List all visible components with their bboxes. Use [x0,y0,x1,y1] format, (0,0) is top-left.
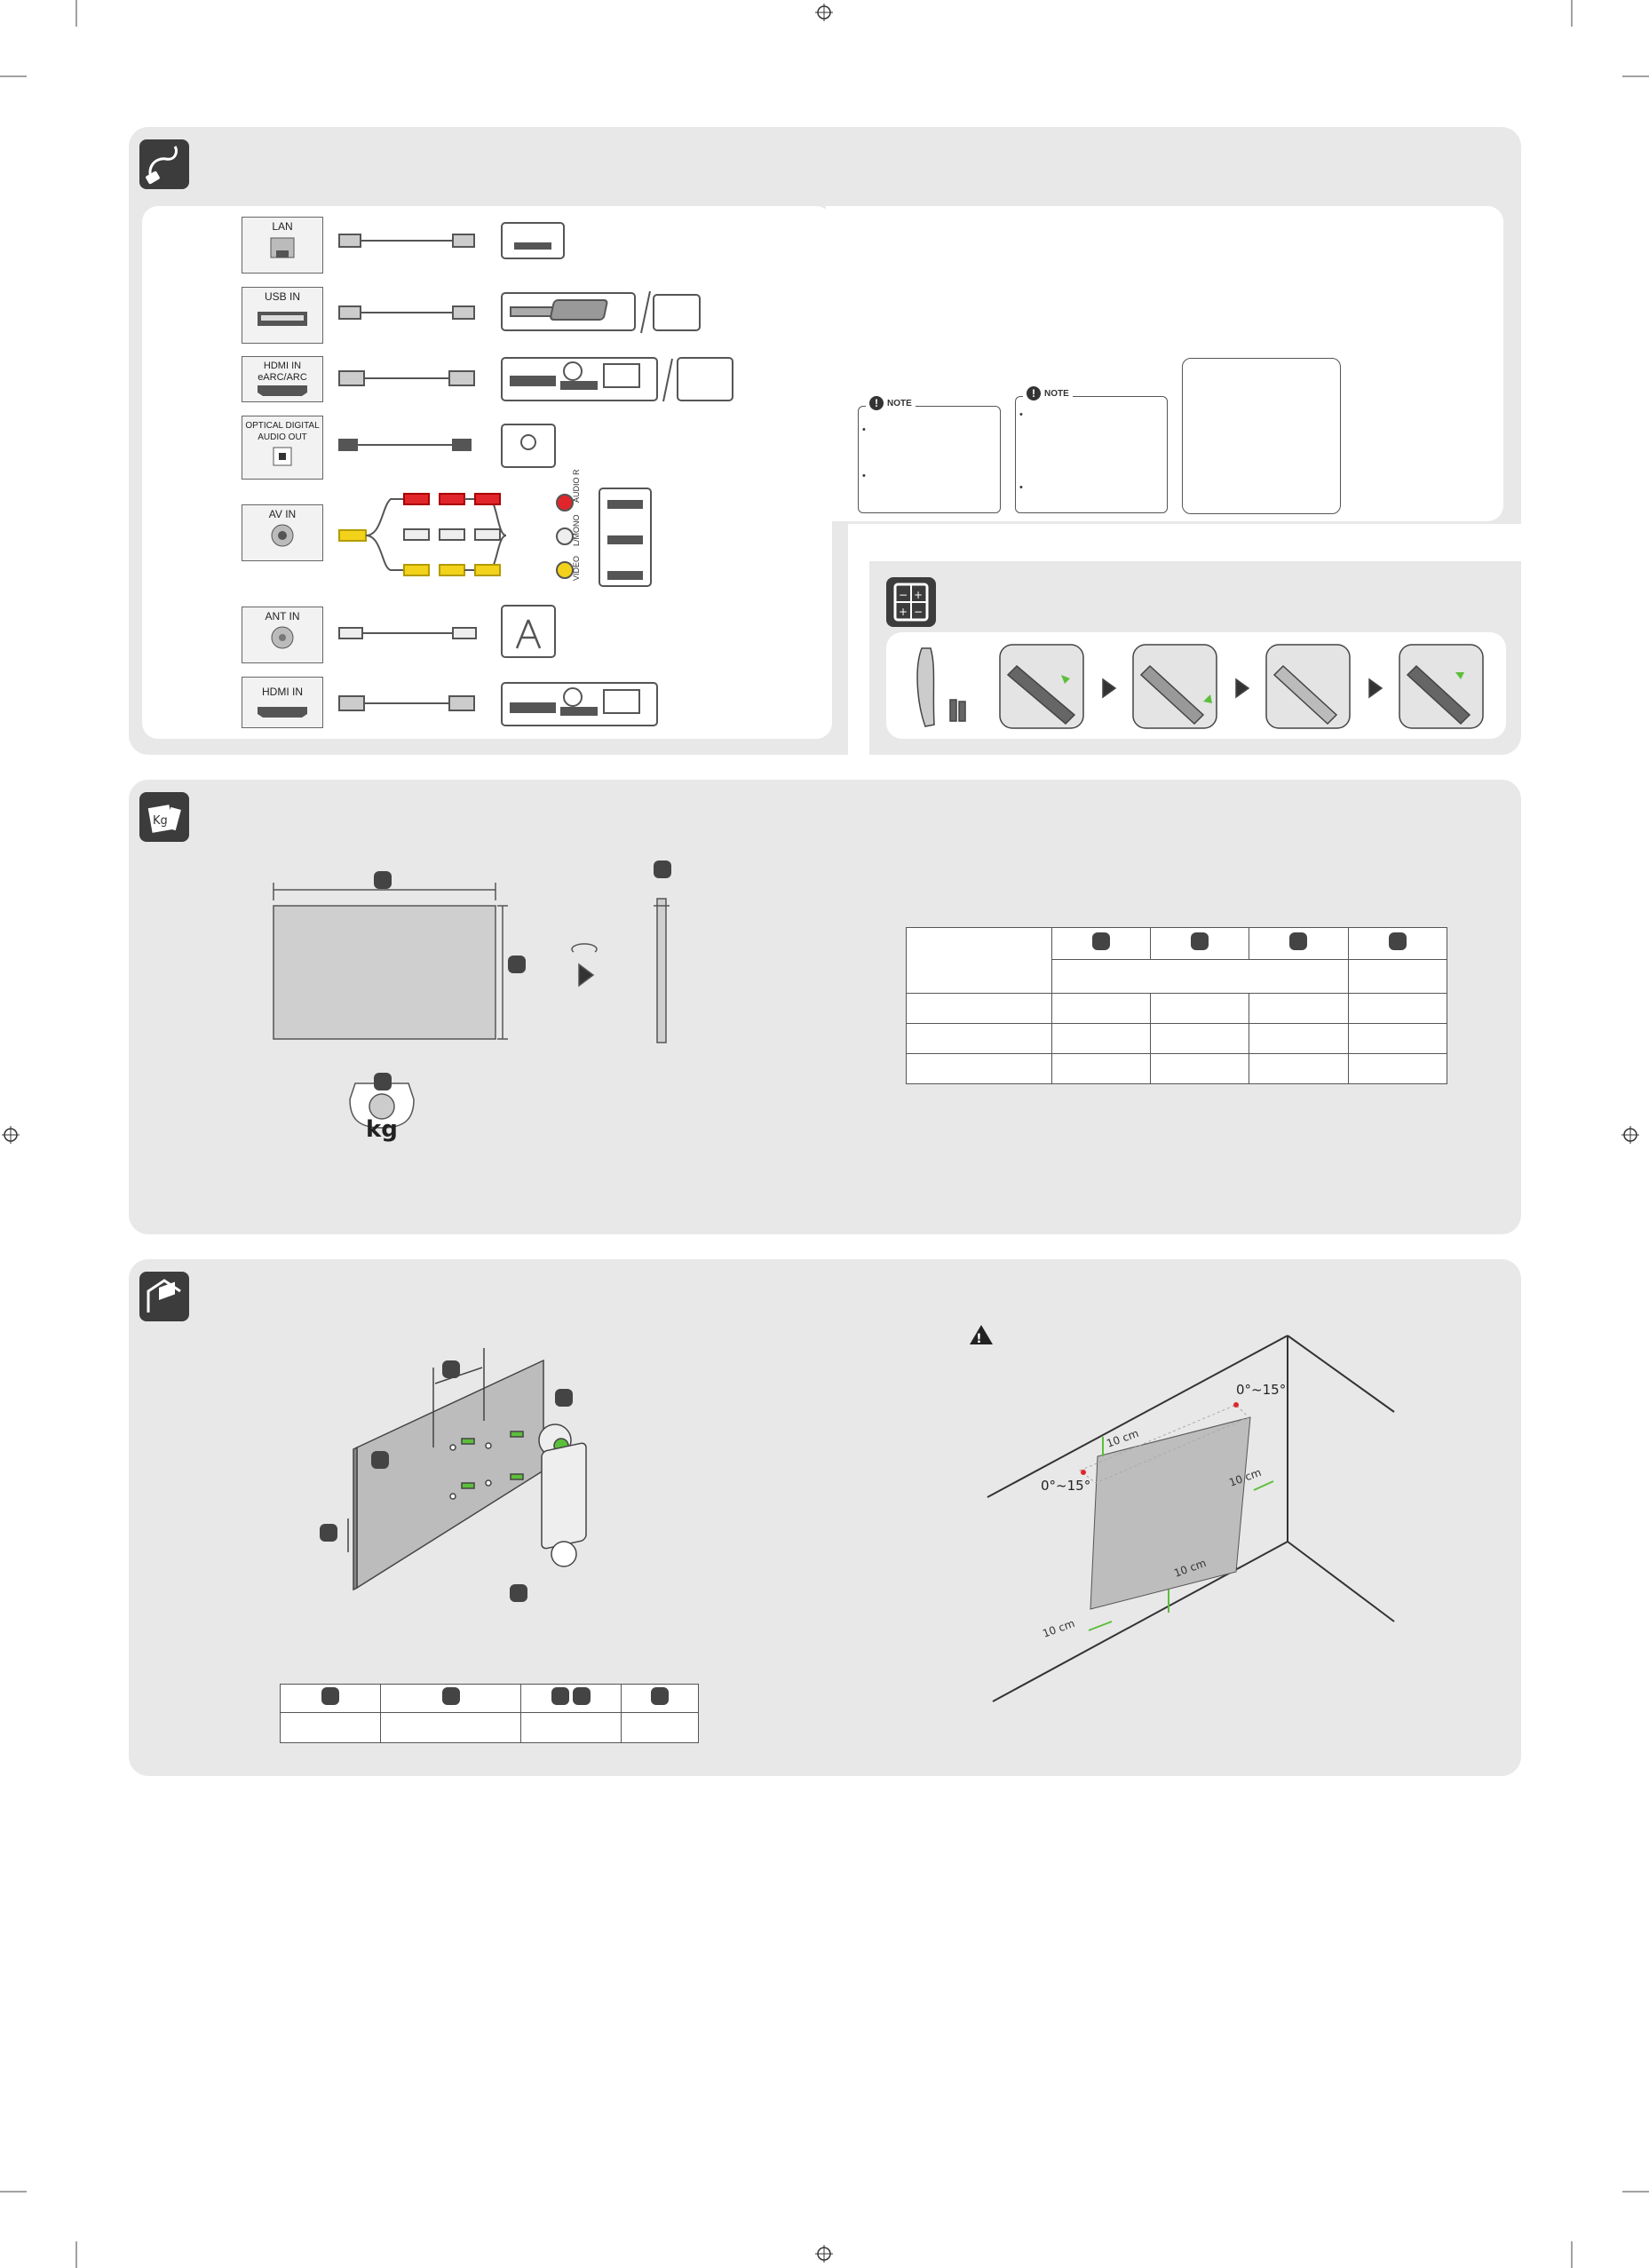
table-cell [1249,928,1348,960]
registration-mark-right [1621,1126,1639,1144]
table-cell [1249,994,1348,1024]
note-bullet: • [862,424,866,435]
badge-vesa-a [442,1360,460,1378]
table-cell [1348,960,1447,994]
badge-b [1191,932,1209,950]
registration-mark-top [815,4,833,21]
cable-diagram [329,213,746,746]
badge-a [1092,932,1110,950]
exclamation-icon: ! [869,396,884,410]
weight-icon [139,792,189,842]
table-cell [907,994,1052,1024]
badge-col-b [442,1687,460,1705]
badge-vesa-tv [371,1451,389,1469]
dimension-table [906,927,1447,1084]
note-bullet: • [1019,409,1023,420]
note-box-3 [1182,358,1341,514]
badge-vesa-bracket [510,1584,527,1602]
table-cell [1051,960,1348,994]
table-cell [1348,994,1447,1024]
table-cell [1051,928,1150,960]
badge-depth [654,860,671,878]
vesa-table [280,1684,699,1743]
note-box-1 [858,397,1001,513]
port-hdmi-earc [242,356,323,402]
note-bullet: • [1019,482,1023,493]
clearance-bottom: 10 cm [1172,1556,1209,1580]
table-cell [622,1713,699,1743]
port-label: ANT IN [265,610,300,623]
table-cell [1348,1054,1447,1084]
note-label: NOTE [887,398,912,408]
warning-icon: ! [976,1332,982,1346]
table-cell [622,1685,699,1713]
badge-d [1389,932,1407,950]
svg-text:+: + [914,589,924,601]
port-optical [242,416,323,480]
table-cell [1249,1054,1348,1084]
port-av [242,504,323,561]
svg-text:Kg: Kg [153,814,168,828]
table-cell [1150,928,1249,960]
port-ant [242,607,323,663]
remote-battery-icon [886,577,936,627]
table-cell [1150,994,1249,1024]
clearance-right: 10 cm [1227,1465,1264,1489]
table-cell [281,1685,381,1713]
tv-dimension-diagram [258,852,702,1172]
badge-col-a [321,1687,339,1705]
port-label: OPTICAL DIGITAL AUDIO OUT [245,421,320,442]
table-cell [1249,1024,1348,1054]
svg-text:−: − [899,589,908,601]
table-cell [521,1685,622,1713]
table-cell [907,928,1052,994]
port-label: HDMI IN eARC/ARC [258,361,307,383]
badge-vesa-screw [555,1389,573,1407]
badge-vesa-b [320,1524,337,1542]
svg-text:−: − [914,606,924,618]
exclamation-icon: ! [1027,386,1041,400]
vesa-diagram [311,1332,684,1625]
note-tag [1023,386,1073,400]
av-label-audio-r: AUDIO R [572,469,581,503]
port-label: USB IN [264,290,300,303]
wall-mount-icon [139,1272,189,1321]
av-label-lmono: L/MONO [572,514,581,546]
remote-steps [897,639,1501,737]
table-cell [1150,1024,1249,1054]
port-usb [242,287,323,344]
port-hdmi [242,677,323,728]
table-cell [1051,1024,1150,1054]
badge-col-e [651,1687,669,1705]
table-cell [521,1713,622,1743]
note-box-2 [1015,387,1168,513]
registration-mark-left [2,1126,20,1144]
note-label: NOTE [1044,388,1069,399]
panel-gap-horizontal [848,524,1523,561]
port-label: AV IN [268,508,297,520]
angle-left-label: 0°~15° [1041,1478,1091,1494]
table-cell [1348,928,1447,960]
table-cell [1051,994,1150,1024]
registration-mark-bottom [815,2245,833,2263]
port-label: HDMI IN [262,686,303,698]
angle-top-label: 0°~15° [1236,1382,1287,1398]
av-label-video: VIDEO [572,555,581,581]
badge-width [374,871,392,889]
weight-unit: kg [366,1116,398,1143]
table-cell [380,1685,521,1713]
badge-weight [374,1073,392,1090]
clearance-top: 10 cm [1105,1426,1141,1450]
port-label: LAN [272,220,293,233]
note-bullet: • [862,471,866,481]
clearance-left: 10 cm [1041,1616,1077,1640]
table-cell [281,1713,381,1743]
badge-col-c [551,1687,569,1705]
table-cell [380,1713,521,1743]
table-cell [1051,1054,1150,1084]
wall-clearance-diagram [959,1323,1421,1714]
badge-col-d [573,1687,591,1705]
svg-text:+: + [899,606,908,618]
cable-icon [139,139,189,189]
table-cell [907,1054,1052,1084]
table-cell [1150,1054,1249,1084]
table-cell [907,1024,1052,1054]
table-cell [1348,1024,1447,1054]
badge-height [508,956,526,973]
port-lan [242,217,323,274]
badge-c [1289,932,1307,950]
note-tag [866,396,916,410]
